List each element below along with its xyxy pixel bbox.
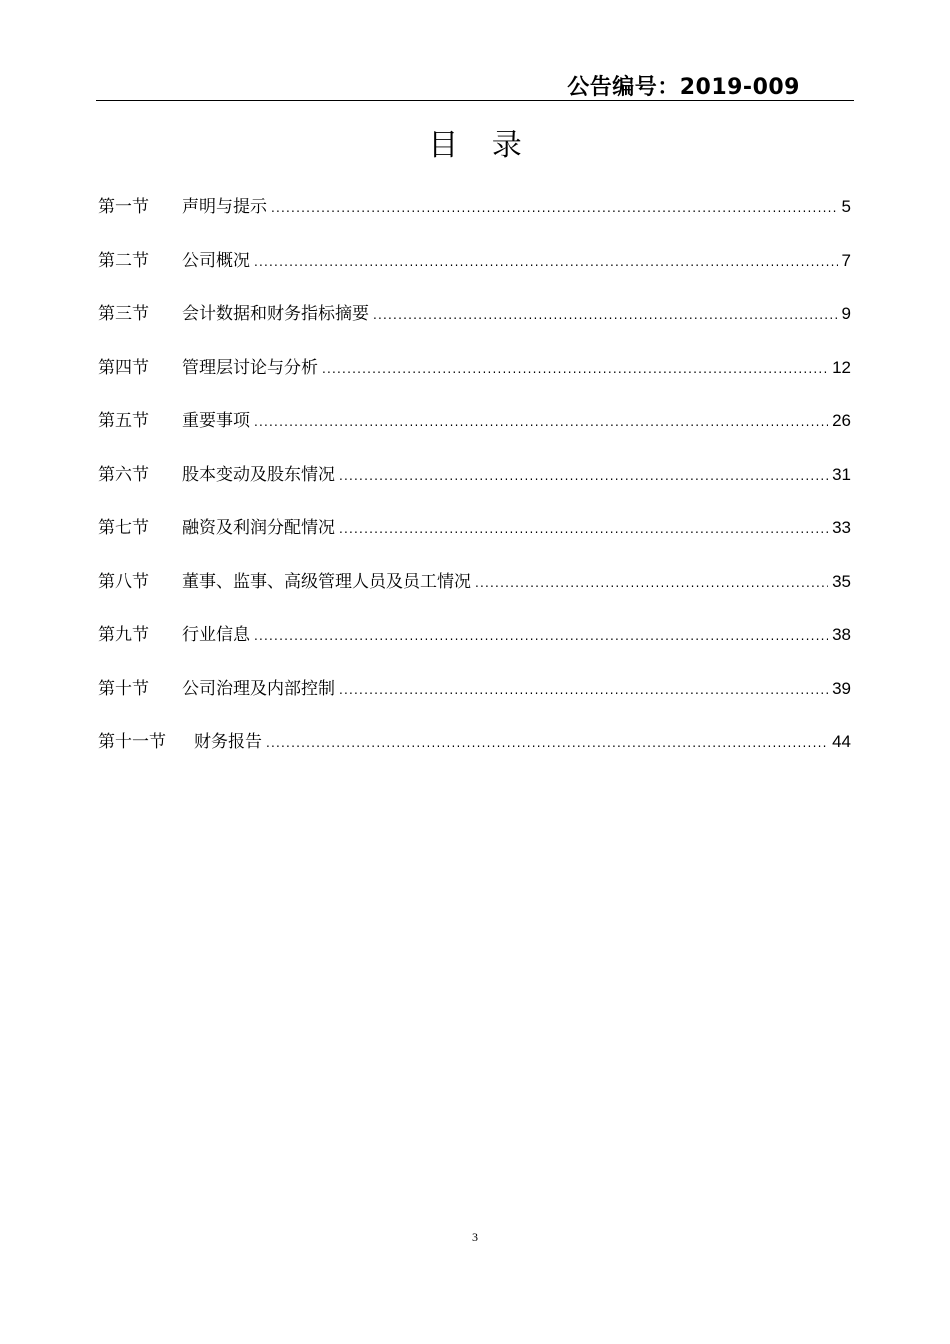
toc-section-label: 第三节: [98, 304, 149, 324]
toc-section-name: 股本变动及股东情况: [182, 464, 335, 485]
toc-section-name: 财务报告: [194, 732, 262, 752]
toc-entry-5[interactable]: [98, 404, 851, 458]
toc-list: [98, 190, 851, 779]
toc-page-number: 38: [832, 625, 851, 644]
toc-dot-leader: [373, 298, 838, 332]
toc-page-number: 44: [832, 732, 851, 751]
toc-section-name: 公司概况: [182, 250, 250, 271]
toc-section-label: 第十节: [98, 678, 149, 699]
toc-entry-7[interactable]: [98, 511, 851, 565]
toc-section-name: 融资及利润分配情况: [182, 518, 335, 538]
toc-page-number: 33: [832, 518, 851, 537]
toc-page-number: 26: [832, 411, 851, 430]
toc-section-label: 第五节: [98, 411, 149, 431]
toc-dot-leader: [271, 191, 838, 225]
toc-entry-6[interactable]: [98, 458, 851, 512]
toc-section-name: 行业信息: [182, 625, 250, 645]
header-divider: [96, 100, 854, 101]
toc-title: 目 录: [428, 128, 534, 163]
toc-section-name: 声明与提示: [182, 197, 267, 217]
toc-dot-leader: [266, 726, 828, 760]
toc-entry-4[interactable]: [98, 351, 851, 405]
toc-page-number: 31: [832, 464, 851, 484]
toc-section-label: 第七节: [98, 518, 149, 538]
toc-section-label: 第二节: [98, 250, 149, 271]
toc-dot-leader: [339, 459, 828, 493]
toc-section-label: 第一节: [98, 197, 149, 217]
toc-dot-leader: [322, 352, 828, 386]
toc-entry-2[interactable]: [98, 244, 851, 298]
toc-entry-1[interactable]: [98, 190, 851, 244]
toc-section-name: 董事、监事、高级管理人员及员工情况: [182, 571, 471, 592]
toc-entry-8[interactable]: [98, 565, 851, 619]
toc-dot-leader: [475, 566, 828, 600]
toc-section-label: 第四节: [98, 357, 149, 378]
toc-entry-11[interactable]: [98, 725, 851, 779]
toc-page-number: 7: [841, 250, 851, 270]
toc-section-name: 重要事项: [182, 411, 250, 431]
toc-page-number: 5: [841, 197, 851, 216]
toc-dot-leader: [254, 619, 828, 653]
toc-section-label: 第十一节: [98, 732, 166, 752]
toc-dot-leader: [254, 245, 838, 279]
toc-section-label: 第八节: [98, 571, 149, 592]
toc-entry-10[interactable]: [98, 672, 851, 726]
toc-section-name: 公司治理及内部控制: [182, 678, 335, 699]
notice-number: 公告编号：2019-009: [567, 75, 800, 100]
toc-section-label: 第六节: [98, 464, 149, 485]
toc-dot-leader: [339, 673, 828, 707]
toc-entry-9[interactable]: [98, 618, 851, 672]
toc-dot-leader: [339, 512, 828, 546]
toc-section-label: 第九节: [98, 625, 149, 645]
page-number: 3: [472, 1230, 478, 1244]
toc-section-name: 管理层讨论与分析: [182, 357, 318, 378]
toc-dot-leader: [254, 405, 828, 439]
toc-entry-3[interactable]: [98, 297, 851, 351]
toc-page-number: 9: [841, 304, 851, 323]
toc-page-number: 39: [832, 678, 851, 698]
toc-section-name: 会计数据和财务指标摘要: [182, 304, 369, 324]
toc-page-number: 35: [832, 571, 851, 591]
toc-page-number: 12: [832, 357, 851, 377]
